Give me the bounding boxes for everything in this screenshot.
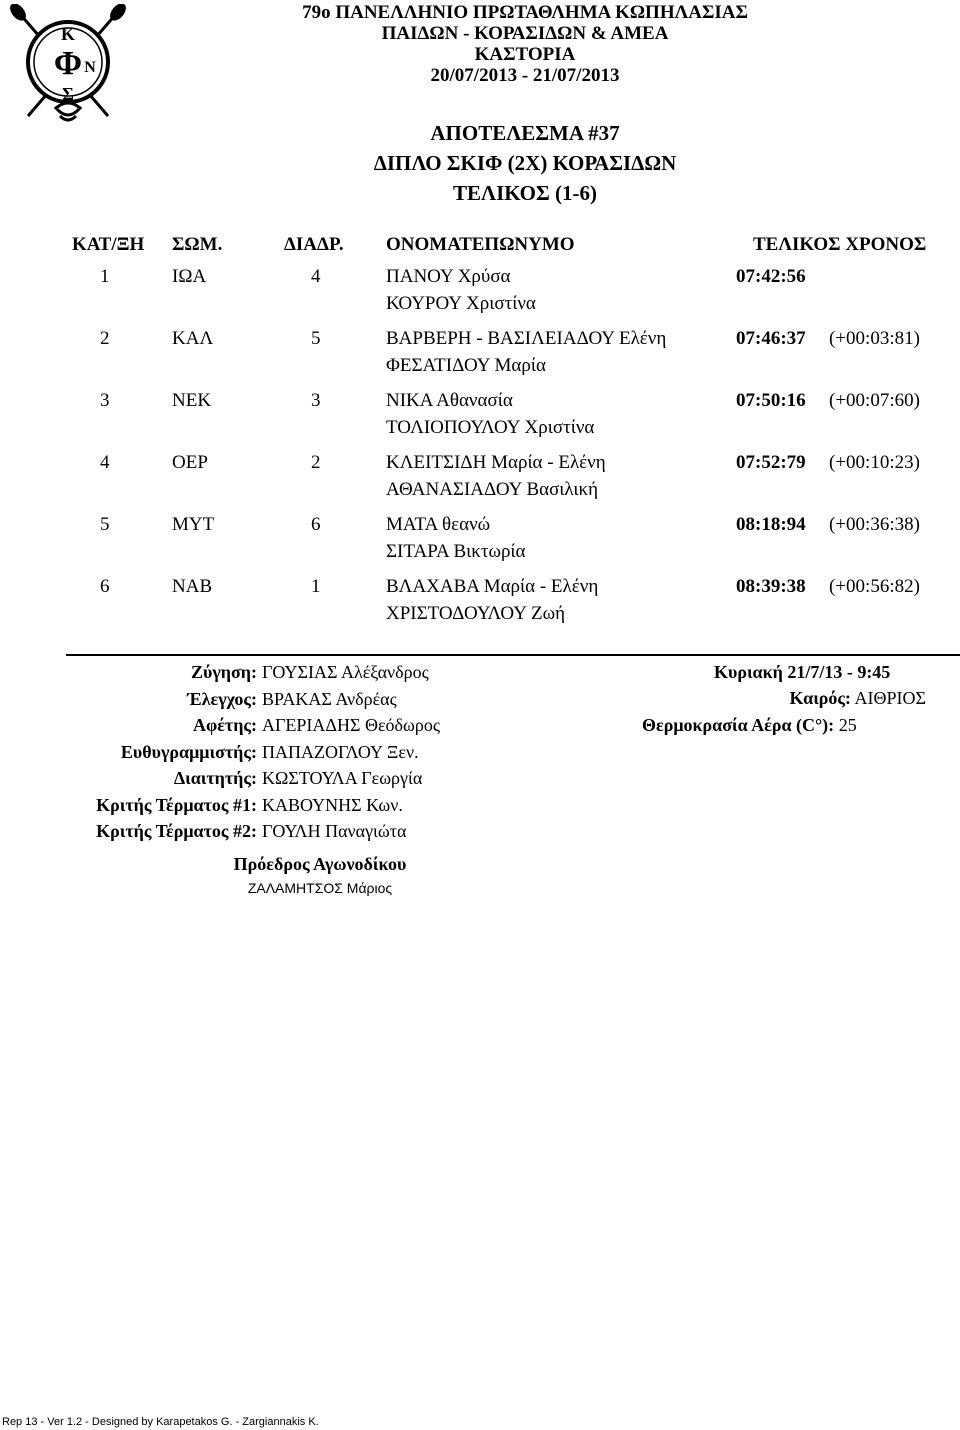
row-name-1: ΝΙΚΑ Αθανασία [386,390,513,411]
row-name-2: ΚΟΥΡΟΥ Χριστίνα [386,293,536,314]
row-name-1: ΚΛΕΙΤΣΙΔΗ Μαρία - Ελένη [386,452,606,473]
official-name: ΓΟΥΛΗ Παναγιώτα [262,821,407,841]
row-diff: (+00:36:38) [829,514,920,535]
official-label: Διαιτητής: [173,768,257,788]
official-name: ΠΑΠΑΖΟΓΛΟΥ Ξεν. [262,742,419,762]
row-lane: 5 [311,328,321,349]
header-line-4: 20/07/2013 - 21/07/2013 [430,65,620,86]
temperature [642,715,857,736]
row-rank: 2 [100,328,110,349]
weather-label: Καιρός: [789,688,851,708]
row-time: 07:52:79 [736,452,806,473]
header-line-1: 79ο ΠΑΝΕΛΛΗΝΙΟ ΠΡΩΤΑΘΛΗΜΑ ΚΩΠΗΛΑΣΙΑΣ [302,2,748,23]
official-label: Έλεγχος: [187,689,257,709]
row-time: 07:46:37 [736,328,806,349]
row-time: 07:42:56 [736,266,806,287]
header-line-3: ΚΑΣΤΟΡΙΑ [474,44,576,65]
row-club: ΚΑΛ [172,328,214,349]
row-diff: (+00:56:82) [829,576,920,597]
row-club: ΙΩΑ [172,266,207,287]
federation-logo [8,4,128,128]
row-rank: 5 [100,514,110,535]
race-name: ΤΕΛΙΚΟΣ (1-6) [453,181,597,205]
header-line-2: ΠΑΙΔΩΝ - ΚΟΡΑΣΙΔΩΝ & ΑΜΕΑ [381,23,669,44]
official-name: ΚΑΒΟΥΝΗΣ Κων. [262,795,403,815]
row-name-2: ΤΟΛΙΟΠΟΥΛΟΥ Χριστίνα [386,417,595,438]
official-label: Αφέτης: [192,715,257,735]
col-names: ΟΝΟΜΑΤΕΠΩΝΥΜΟ [386,234,575,255]
row-name-1: ΒΛΑΧΑΒΑ Μαρία - Ελένη [386,576,599,597]
row-name-2: ΑΘΑΝΑΣΙΑΔΟΥ Βασιλική [386,479,599,500]
row-rank: 1 [100,266,110,287]
row-name-2: ΦΕΣΑΤΙΔΟΥ Μαρία [386,355,546,376]
official-label: Κριτής Τέρματος #2: [96,821,257,841]
result-title [260,118,790,208]
row-rank: 6 [100,576,110,597]
row-diff: (+00:10:23) [829,452,920,473]
logo-letter-right: Ν [84,59,96,76]
logo-letter-bottom: Σ [62,84,74,104]
temperature-value: 25 [838,715,857,735]
temperature-label: Θερμοκρασία Αέρα (C°): [642,715,835,735]
official-name: ΚΩΣΤΟΥΛΑ Γεωργία [262,768,423,788]
row-diff: (+00:03:81) [829,328,920,349]
col-rank: ΚΑΤ/ΞΗ [72,234,145,255]
jury-name: ΖΑΛΑΜΗΤΣΟΣ Μάριος [247,880,393,896]
row-name-2: ΣΙΤΑΡΑ Βικτωρία [386,541,526,562]
row-diff: (+00:07:60) [829,390,920,411]
row-time: 07:50:16 [736,390,806,411]
footer-credits: Rep 13 - Ver 1.2 - Designed by Karapetakos G. - Zargiannakis K. [2,1416,319,1428]
official-label: Ευθυγραμμιστής: [120,742,257,762]
row-club: ΝΕΚ [172,390,212,411]
weather [789,688,926,709]
row-rank: 3 [100,390,110,411]
row-time: 08:18:94 [736,514,806,535]
jury-label: Πρόεδρος Αγωνοδίκου [233,854,407,874]
event-name: ΔΙΠΛΟ ΣΚΙΦ (2Χ) ΚΟΡΑΣΙΔΩΝ [373,151,677,175]
result-number: ΑΠΟΤΕΛΕΣΜΑ #37 [430,121,620,145]
col-club: ΣΩΜ. [172,234,223,255]
row-lane: 2 [311,452,321,473]
row-rank: 4 [100,452,110,473]
weather-value: ΑΙΘΡΙΟΣ [854,688,926,708]
col-time: ΤΕΛΙΚΟΣ ΧΡΟΝΟΣ [753,234,927,255]
row-lane: 3 [311,390,321,411]
official-name: ΓΟΥΣΙΑΣ Αλέξανδρος [262,662,429,682]
divider [66,654,960,656]
row-lane: 4 [311,266,321,287]
row-name-1: ΒΑΡΒΕΡΗ - ΒΑΣΙΛΕΙΑΔΟΥ Ελένη [386,328,667,349]
official-label: Ζύγηση: [191,662,257,682]
row-club: ΝΑΒ [172,576,213,597]
row-club: ΟΕΡ [172,452,208,473]
official-label: Κριτής Τέρματος #1: [96,795,257,815]
logo-letter-center: Φ [53,45,83,82]
official-name: ΒΡΑΚΑΣ Ανδρέας [262,689,397,709]
row-name-1: ΜΑΤΑ θεανώ [386,514,491,535]
row-lane: 6 [311,514,321,535]
row-club: ΜΥΤ [172,514,215,535]
row-lane: 1 [311,576,321,597]
row-name-2: ΧΡΙΣΤΟΔΟΥΛΟΥ Ζωή [386,603,566,624]
row-name-1: ΠΑΝΟΥ Χρύσα [386,266,511,287]
race-date: Κυριακή 21/7/13 - 9:45 [714,662,891,682]
col-lane: ΔΙΑΔΡ. [284,234,344,255]
logo-letter-top: Κ [60,24,76,44]
official-name: ΑΓΕΡΙΑΔΗΣ Θεόδωρος [262,715,440,735]
championship-header [260,2,790,86]
row-time: 08:39:38 [736,576,806,597]
